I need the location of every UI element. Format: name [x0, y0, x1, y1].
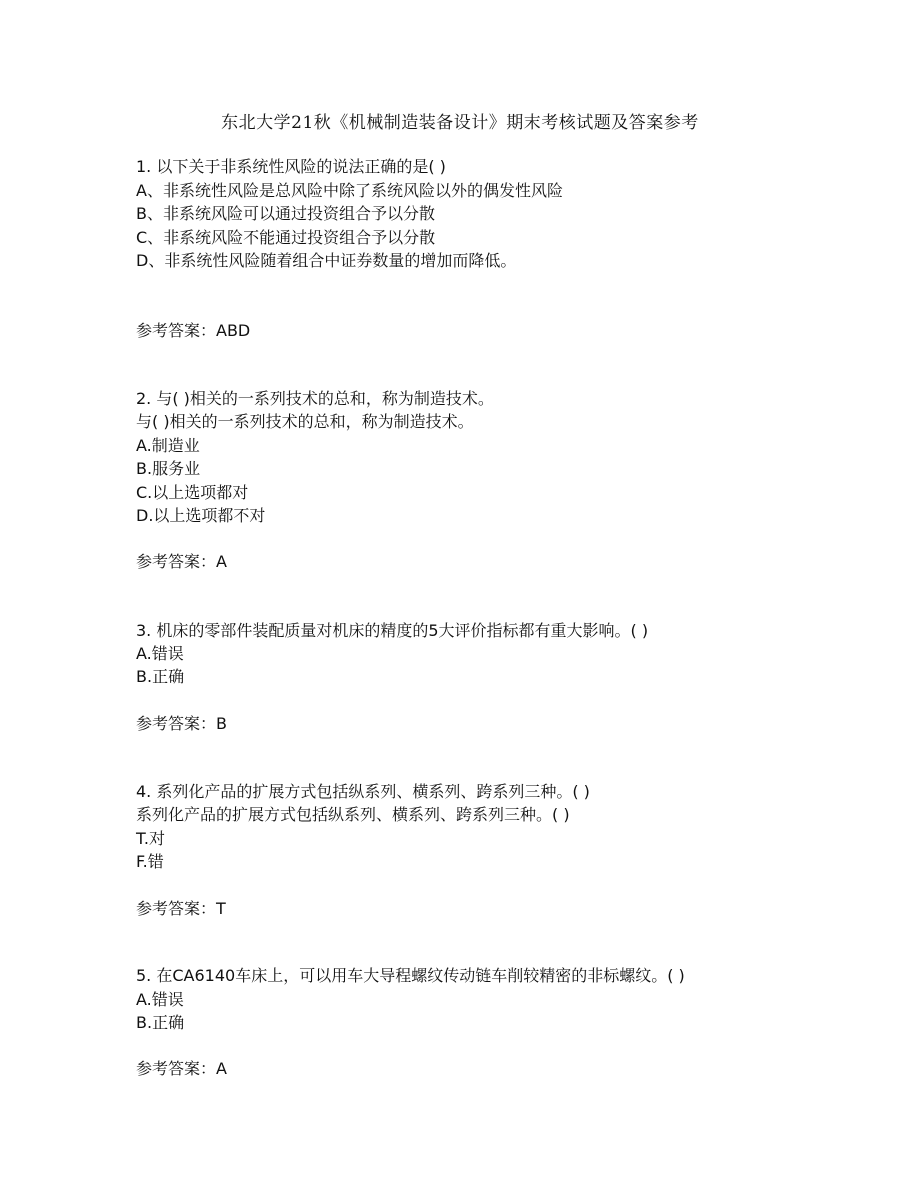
- question-4-answer: 参考答案：T: [136, 899, 226, 918]
- question-3-option-a: A.错误: [136, 644, 184, 663]
- question-5-answer: 参考答案：A: [136, 1059, 227, 1078]
- question-1-option-d: D、非系统性风险随着组合中证券数量的增加而降低。: [136, 251, 517, 270]
- question-4-stem: 4. 系列化产品的扩展方式包括纵系列、横系列、跨系列三种。( ): [136, 782, 590, 801]
- question-1-option-a: A、非系统性风险是总风险中除了系统风险以外的偶发性风险: [136, 181, 563, 200]
- question-5-stem: 5. 在CA6140车床上，可以用车大导程螺纹传动链车削较精密的非标螺纹。( ): [136, 966, 685, 985]
- question-2-option-a: A.制造业: [136, 436, 200, 455]
- question-1-answer: 参考答案：ABD: [136, 321, 251, 340]
- question-2-stem: 2. 与( )相关的一系列技术的总和，称为制造技术。: [136, 389, 494, 408]
- question-5-option-a: A.错误: [136, 990, 184, 1009]
- question-3-option-b: B.正确: [136, 667, 185, 686]
- question-1-option-c: C、非系统风险不能通过投资组合予以分散: [136, 228, 436, 247]
- question-2-option-b: B.服务业: [136, 459, 201, 478]
- question-4-stem-repeat: 系列化产品的扩展方式包括纵系列、横系列、跨系列三种。( ): [136, 805, 570, 824]
- question-2-option-c: C.以上选项都对: [136, 483, 249, 502]
- document-title: 东北大学21秋《机械制造装备设计》期末考核试题及答案参考: [221, 113, 699, 133]
- question-1-stem: 1. 以下关于非系统性风险的说法正确的是( ): [136, 157, 446, 176]
- question-5-option-b: B.正确: [136, 1013, 185, 1032]
- question-2-option-d: D.以上选项都不对: [136, 506, 266, 525]
- question-2-stem-repeat: 与( )相关的一系列技术的总和，称为制造技术。: [136, 412, 474, 431]
- question-3-stem: 3. 机床的零部件装配质量对机床的精度的5大评价指标都有重大影响。( ): [136, 621, 649, 640]
- question-3-answer: 参考答案：B: [136, 714, 227, 733]
- question-4-option-f: F.错: [136, 852, 164, 871]
- question-4-option-t: T.对: [136, 829, 165, 848]
- question-1-option-b: B、非系统风险可以通过投资组合予以分散: [136, 204, 435, 223]
- question-2-answer: 参考答案：A: [136, 552, 227, 571]
